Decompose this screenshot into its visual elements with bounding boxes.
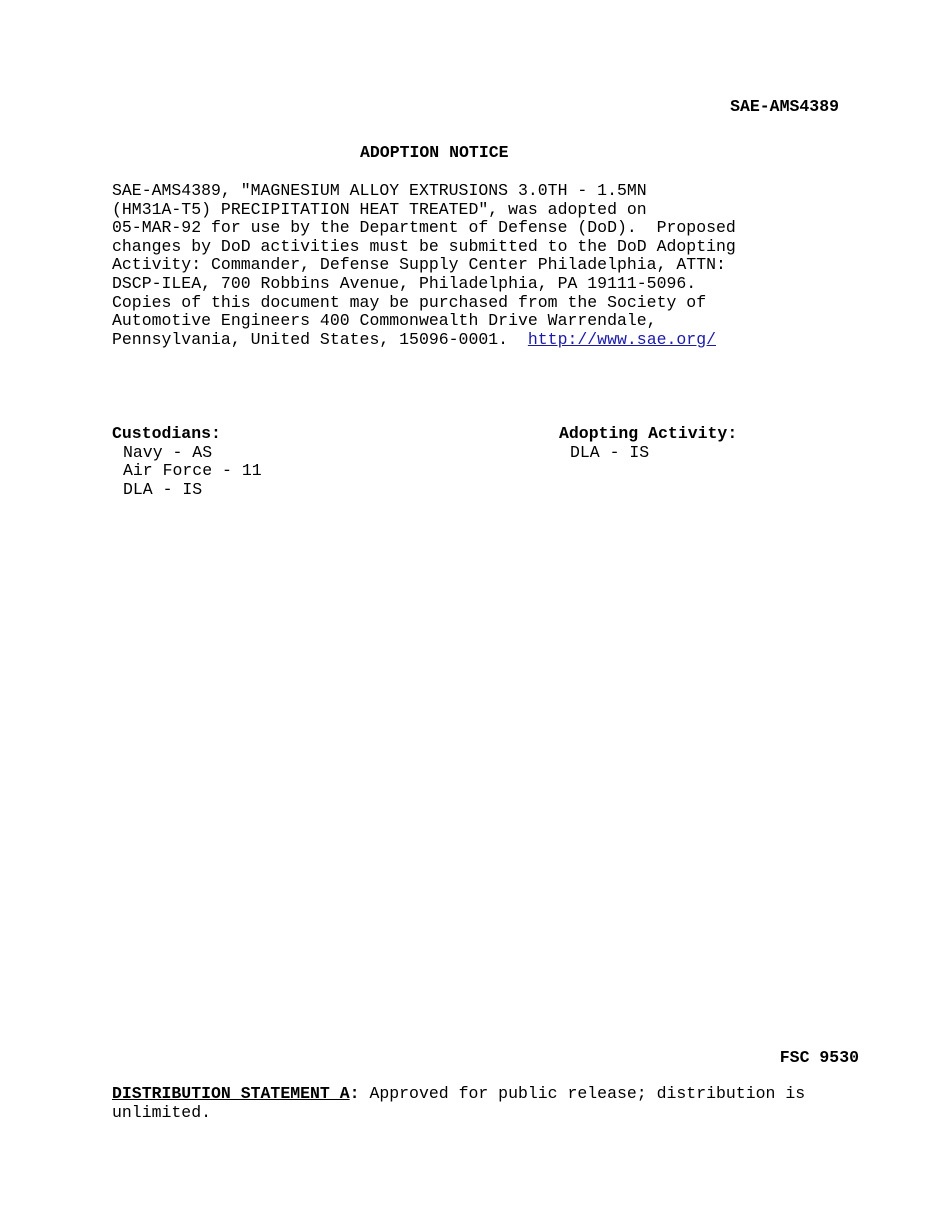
custodians-heading: Custodians: bbox=[112, 424, 221, 443]
distribution-statement bbox=[112, 1085, 872, 1122]
notice-line: (HM31A-T5) PRECIPITATION HEAT TREATED", was adopted on bbox=[112, 199, 647, 219]
notice-line: Automotive Engineers 400 Commonwealth Drive Warrendale, bbox=[112, 311, 657, 331]
distribution-label: DISTRIBUTION STATEMENT A bbox=[112, 1084, 350, 1103]
notice-title: ADOPTION NOTICE bbox=[360, 143, 509, 162]
custodian-item: Air Force - 11 bbox=[123, 461, 262, 481]
custodians-section bbox=[112, 425, 262, 499]
notice-line: Pennsylvania, United States, 15096-0001. bbox=[112, 329, 528, 349]
notice-line: SAE-AMS4389, "MAGNESIUM ALLOY EXTRUSIONS 3.0TH - 1.5MN bbox=[112, 181, 647, 200]
notice-line: 05-MAR-92 for use by the Department of Defense (DoD). Proposed bbox=[112, 218, 736, 238]
distribution-text: Approved for public release; distribution is unlimited. bbox=[112, 1084, 806, 1122]
notice-line: Copies of this document may be purchased from the Society of bbox=[112, 292, 707, 312]
notice-line: Activity: Commander, Defense Supply Center Philadelphia, ATTN: bbox=[112, 255, 726, 275]
document-id: SAE-AMS4389 bbox=[730, 97, 839, 116]
adopting-activity-heading: Adopting Activity: bbox=[559, 424, 738, 443]
custodian-item: Navy - AS bbox=[123, 442, 213, 462]
notice-line: DSCP-ILEA, 700 Robbins Avenue, Philadelphia, PA 19111-5096. bbox=[112, 273, 697, 293]
custodian-item: DLA - IS bbox=[123, 479, 203, 499]
adopting-activity-item: DLA - IS bbox=[570, 442, 650, 462]
adopting-activity-section bbox=[559, 425, 737, 462]
distribution-colon: : bbox=[349, 1084, 360, 1103]
notice-body bbox=[112, 182, 852, 349]
notice-line: changes by DoD activities must be submitted to the DoD Adopting bbox=[112, 236, 736, 256]
sae-website-link[interactable]: http://www.sae.org/ bbox=[527, 329, 717, 349]
fsc-code: FSC 9530 bbox=[779, 1048, 859, 1067]
